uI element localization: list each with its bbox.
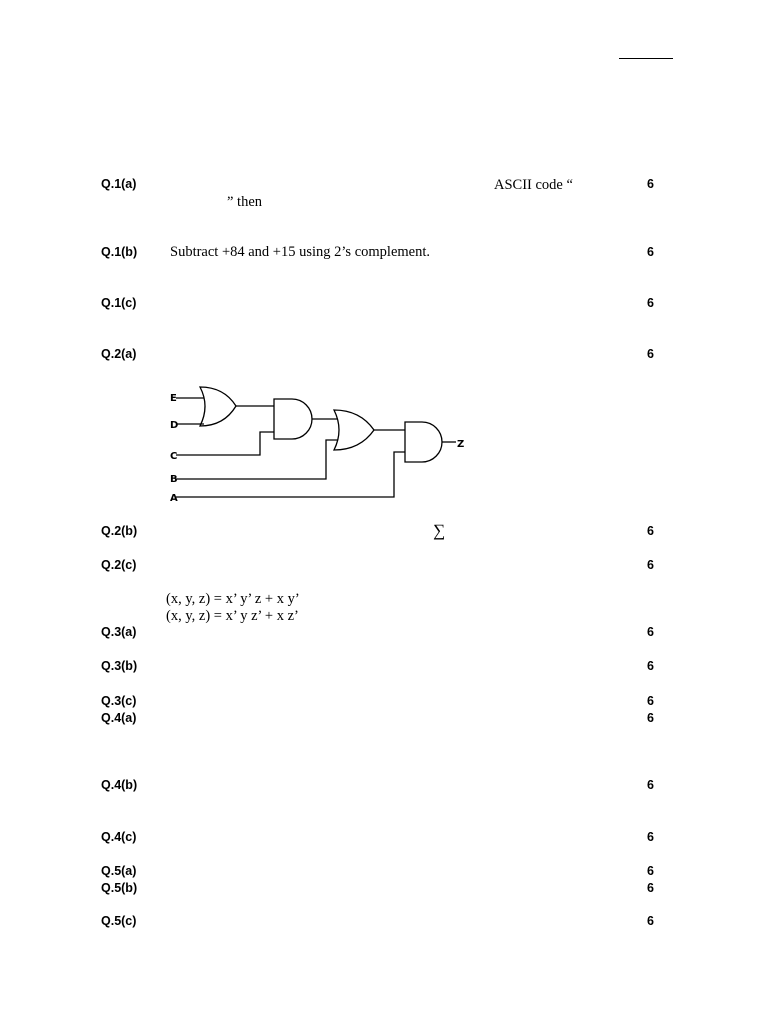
wire-c bbox=[176, 432, 274, 455]
question-label: Q.2(a) bbox=[101, 347, 137, 361]
question-text: Subtract +84 and +15 using 2’s complement. bbox=[170, 244, 431, 260]
input-label-a: A bbox=[170, 493, 178, 504]
question-label: Q.3(c) bbox=[101, 694, 137, 708]
question-marks: 6 bbox=[647, 830, 654, 844]
question-label: Q.2(c) bbox=[101, 558, 137, 572]
or-gate-1 bbox=[200, 387, 236, 426]
question-marks: 6 bbox=[647, 711, 654, 725]
question-marks: 6 bbox=[647, 524, 654, 538]
input-label-d: D bbox=[170, 420, 179, 431]
question-label: Q.4(a) bbox=[101, 711, 137, 725]
input-label-c: C bbox=[170, 451, 178, 462]
header-rule bbox=[619, 58, 673, 59]
question-marks: 6 bbox=[647, 558, 654, 572]
question-text: ASCII code “ bbox=[494, 177, 573, 193]
question-marks: 6 bbox=[647, 864, 654, 878]
sigma-symbol: ∑ bbox=[433, 521, 446, 540]
question-label: Q.5(c) bbox=[101, 914, 137, 928]
question-label: Q.1(c) bbox=[101, 296, 137, 310]
input-label-e: E bbox=[170, 393, 177, 404]
question-label: Q.1(a) bbox=[101, 177, 137, 191]
logic-circuit-diagram bbox=[166, 382, 470, 504]
question-marks: 6 bbox=[647, 694, 654, 708]
question-marks: 6 bbox=[647, 625, 654, 639]
question-label: Q.4(c) bbox=[101, 830, 137, 844]
question-label: Q.2(b) bbox=[101, 524, 138, 538]
output-label-z: Z bbox=[457, 439, 465, 450]
or-gate-2 bbox=[334, 410, 374, 450]
boolean-expression-2: (x, y, z) = x’ y z’ + x z’ bbox=[166, 608, 299, 624]
wire-a bbox=[176, 452, 405, 497]
question-label: Q.3(a) bbox=[101, 625, 137, 639]
question-marks: 6 bbox=[647, 881, 654, 895]
boolean-expression-1: (x, y, z) = x’ y’ z + x y’ bbox=[166, 591, 300, 607]
question-label: Q.3(b) bbox=[101, 659, 138, 673]
question-marks: 6 bbox=[647, 296, 654, 310]
question-marks: 6 bbox=[647, 659, 654, 673]
question-label: Q.5(a) bbox=[101, 864, 137, 878]
input-label-b: B bbox=[170, 474, 178, 485]
and-gate-1 bbox=[274, 399, 312, 439]
question-marks: 6 bbox=[647, 914, 654, 928]
question-marks: 6 bbox=[647, 177, 654, 191]
question-text: ” then bbox=[227, 194, 263, 210]
and-gate-2 bbox=[405, 422, 442, 462]
question-marks: 6 bbox=[647, 245, 654, 259]
question-marks: 6 bbox=[647, 778, 654, 792]
question-label: Q.5(b) bbox=[101, 881, 138, 895]
question-label: Q.1(b) bbox=[101, 245, 138, 259]
question-label: Q.4(b) bbox=[101, 778, 138, 792]
wire-b bbox=[176, 440, 338, 479]
question-marks: 6 bbox=[647, 347, 654, 361]
